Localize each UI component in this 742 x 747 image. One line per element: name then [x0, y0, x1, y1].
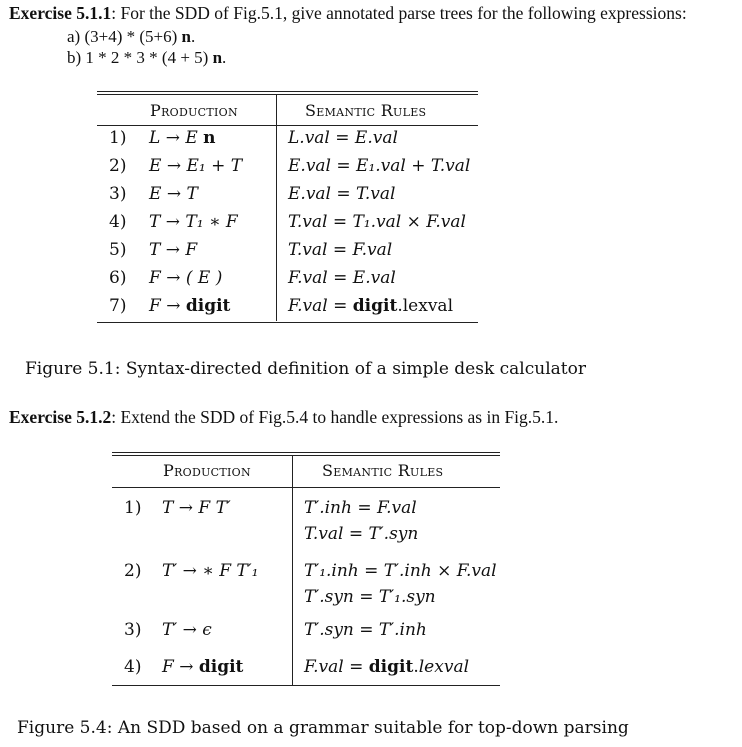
table1-row-production: E → T [149, 184, 198, 204]
exercise-2-text: : Extend the SDD of Fig.5.4 to handle expressions as in Fig.5.1. [111, 407, 559, 427]
table2-row-num: 2) [124, 561, 142, 581]
table2-bottom-rule [112, 685, 500, 686]
table1-row-production: F → ( E ) [149, 268, 223, 288]
table2-row-rule: T′.syn = T′₁.syn [304, 587, 436, 607]
table2-row-num: 3) [124, 620, 142, 640]
table2-row-rule: T′₁.inh = T′.inh × F.val [304, 561, 497, 581]
table1-header-rules: Semantic Rules [305, 101, 427, 120]
figure-5-1-caption: Figure 5.1: Syntax-directed definition of a simple desk calculator [25, 359, 586, 379]
table2-row-rule: F.val = digit.lexval [304, 657, 470, 677]
table1-row-num: 1) [109, 128, 127, 148]
table1-row-rule: E.val = T.val [288, 184, 396, 204]
table2-row-production: T′ → ∗ F T′₁ [162, 561, 259, 581]
table1-row-num: 3) [109, 184, 127, 204]
table1-top-rule [97, 91, 478, 92]
table1-row-num: 6) [109, 268, 127, 288]
exercise-1-text: : For the SDD of Fig.5.1, give annotated parse trees for the following expressions: [111, 3, 687, 23]
table2-row-rule: T′.syn = T′.inh [304, 620, 427, 640]
table1-column-divider [276, 95, 277, 321]
table2-row-rule: T.val = T′.syn [304, 524, 419, 544]
table2-header-production: Production [163, 461, 251, 480]
table2-column-divider [292, 456, 293, 685]
table2-row-num: 4) [124, 657, 142, 677]
table1-row-production: T → T₁ ∗ F [149, 212, 238, 232]
table1-row-num: 7) [109, 296, 127, 316]
figure-5-4-caption: Figure 5.4: An SDD based on a grammar suitable for top-down parsing [17, 718, 629, 738]
table2-row-rule: T′.inh = F.val [304, 498, 417, 518]
table1-row-production: T → F [149, 240, 198, 260]
table1-bottom-rule [97, 322, 478, 323]
exercise-2-label: Exercise 5.1.2 [9, 407, 112, 427]
table2-header-rule [112, 487, 500, 488]
table1-row-production: L → E n [149, 128, 216, 148]
table2-top-rule-2 [112, 455, 500, 456]
table2-header-rules: Semantic Rules [322, 461, 444, 480]
table1-row-production: E → E₁ + T [149, 156, 243, 176]
table1-row-num: 5) [109, 240, 127, 260]
exercise-2-heading [9, 407, 558, 428]
table2-top-rule [112, 452, 500, 453]
table1-row-rule: F.val = E.val [288, 268, 396, 288]
exercise-1-item-b: b) 1 * 2 * 3 * (4 + 5) n. [67, 48, 227, 67]
table1-row-rule: L.val = E.val [288, 128, 398, 148]
table1-header-rule [97, 125, 478, 126]
exercise-1-heading [9, 3, 687, 24]
table1-row-rule: F.val = digit.lexval [288, 296, 454, 316]
table2-row-production: T → F T′ [162, 498, 231, 518]
table1-row-rule: T.val = F.val [288, 240, 393, 260]
table2-row-production: T′ → ϵ [162, 620, 212, 640]
table1-row-num: 2) [109, 156, 127, 176]
table2-row-num: 1) [124, 498, 142, 518]
exercise-1-label: Exercise 5.1.1 [9, 3, 112, 23]
table1-header-production: Production [150, 101, 238, 120]
table1-row-rule: E.val = E₁.val + T.val [288, 156, 471, 176]
table1-row-production: F → digit [149, 296, 231, 316]
table1-row-num: 4) [109, 212, 127, 232]
table1-row-rule: T.val = T₁.val × F.val [288, 212, 466, 232]
table1-top-rule-2 [97, 94, 478, 95]
table2-row-production: F → digit [162, 657, 244, 677]
exercise-1-item-a: a) (3+4) * (5+6) n. [67, 27, 196, 46]
